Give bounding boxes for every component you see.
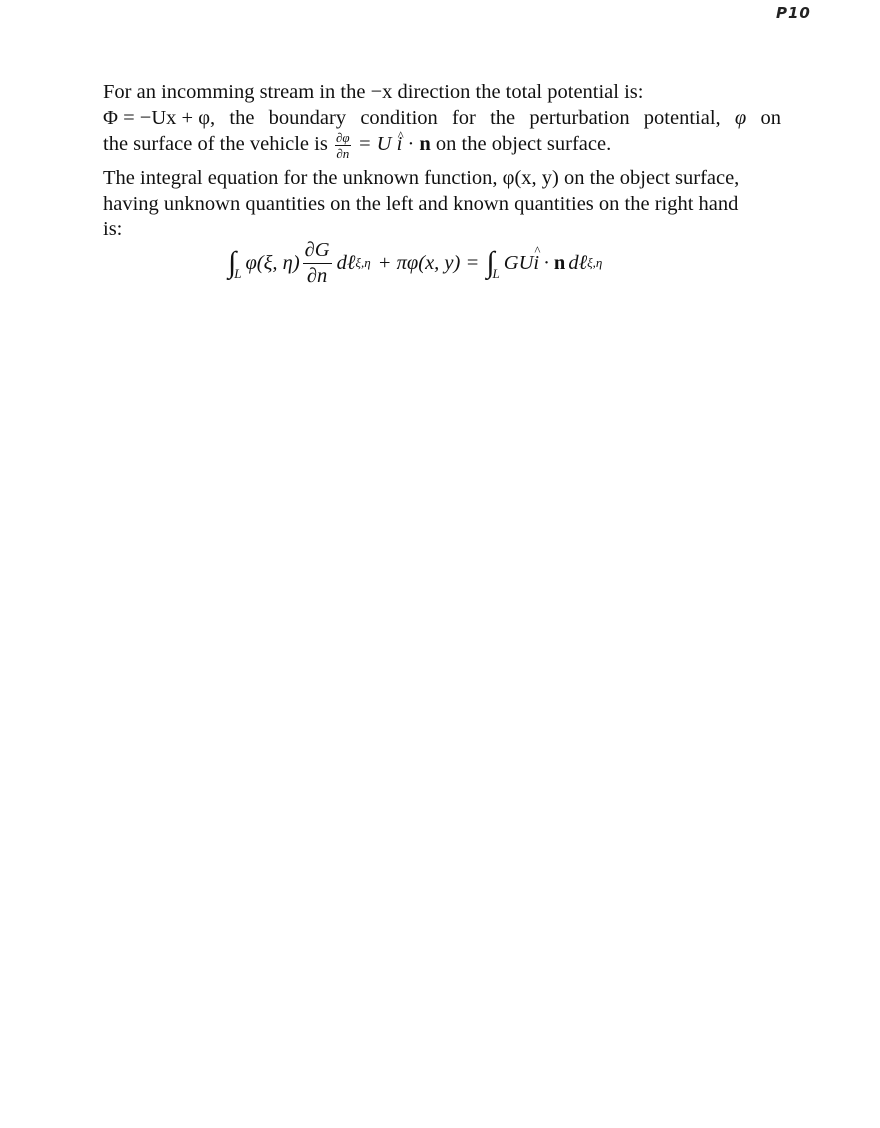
paragraph-integral-equation bbox=[103, 166, 781, 243]
potential-expression: Φ = −Ux + φ, bbox=[103, 106, 216, 129]
integral-left bbox=[228, 246, 242, 281]
integral-equation bbox=[228, 238, 602, 288]
unit-vector-i: ^ i bbox=[533, 252, 539, 275]
line3-suffix: on the object surface. bbox=[435, 133, 612, 156]
integral-subscript: L bbox=[234, 266, 242, 281]
pi-phi-term: + πφ(x, y) = bbox=[377, 251, 480, 274]
word: potential, bbox=[643, 106, 721, 129]
dot-operator: · bbox=[543, 251, 550, 274]
normal-vector-n: n bbox=[419, 133, 431, 156]
normal-vector-n: n bbox=[553, 251, 566, 274]
word-phi: φ bbox=[734, 106, 747, 129]
word: for bbox=[451, 106, 476, 129]
paragraph2-line3: is: bbox=[103, 218, 123, 240]
fraction-numerator: ∂φ bbox=[335, 130, 350, 145]
word: perturbation bbox=[529, 106, 630, 129]
word: condition bbox=[360, 106, 438, 129]
word: boundary bbox=[268, 106, 347, 129]
paragraph2-line2: having unknown quantities on the left and known quantities on the right hand bbox=[103, 192, 739, 215]
document-body bbox=[103, 80, 781, 249]
integral-symbol: ∫ bbox=[228, 246, 237, 279]
normal-derivative-fraction bbox=[335, 131, 351, 160]
unit-vector-i: ^ i bbox=[397, 132, 403, 158]
integral-right bbox=[486, 246, 500, 281]
page-number: P10 bbox=[776, 4, 811, 22]
fraction-denominator: ∂n bbox=[306, 264, 328, 287]
paragraph2-line1: The integral equation for the unknown function, φ(x, y) on the object surface, bbox=[103, 167, 740, 189]
paragraph1-line3 bbox=[103, 131, 781, 160]
word: on bbox=[760, 106, 781, 129]
green-velocity-term: GU bbox=[503, 251, 534, 274]
line-element-subscript: ξ,η bbox=[355, 255, 371, 270]
paragraph1-line1: For an incomming stream in the −x direction the total potential is: bbox=[103, 81, 644, 103]
green-derivative-fraction bbox=[303, 240, 332, 286]
integral-symbol: ∫ bbox=[486, 246, 495, 279]
word: the bbox=[490, 106, 516, 129]
paragraph-boundary-condition bbox=[103, 80, 781, 160]
paragraph1-line2 bbox=[103, 106, 781, 132]
line-element: dℓ bbox=[568, 251, 588, 274]
integral-subscript: L bbox=[492, 266, 500, 281]
line-element: dℓ bbox=[336, 251, 356, 274]
rhs-velocity: = U bbox=[357, 133, 392, 156]
phi-xi-eta: φ(ξ, η) bbox=[245, 251, 300, 274]
line3-prefix: the surface of the vehicle is bbox=[103, 133, 328, 156]
word: the bbox=[229, 106, 255, 129]
fraction-denominator: ∂n bbox=[336, 146, 350, 161]
fraction-numerator: ∂G bbox=[303, 240, 332, 264]
line-element-subscript: ξ,η bbox=[587, 255, 603, 270]
dot-operator: · bbox=[407, 133, 415, 156]
